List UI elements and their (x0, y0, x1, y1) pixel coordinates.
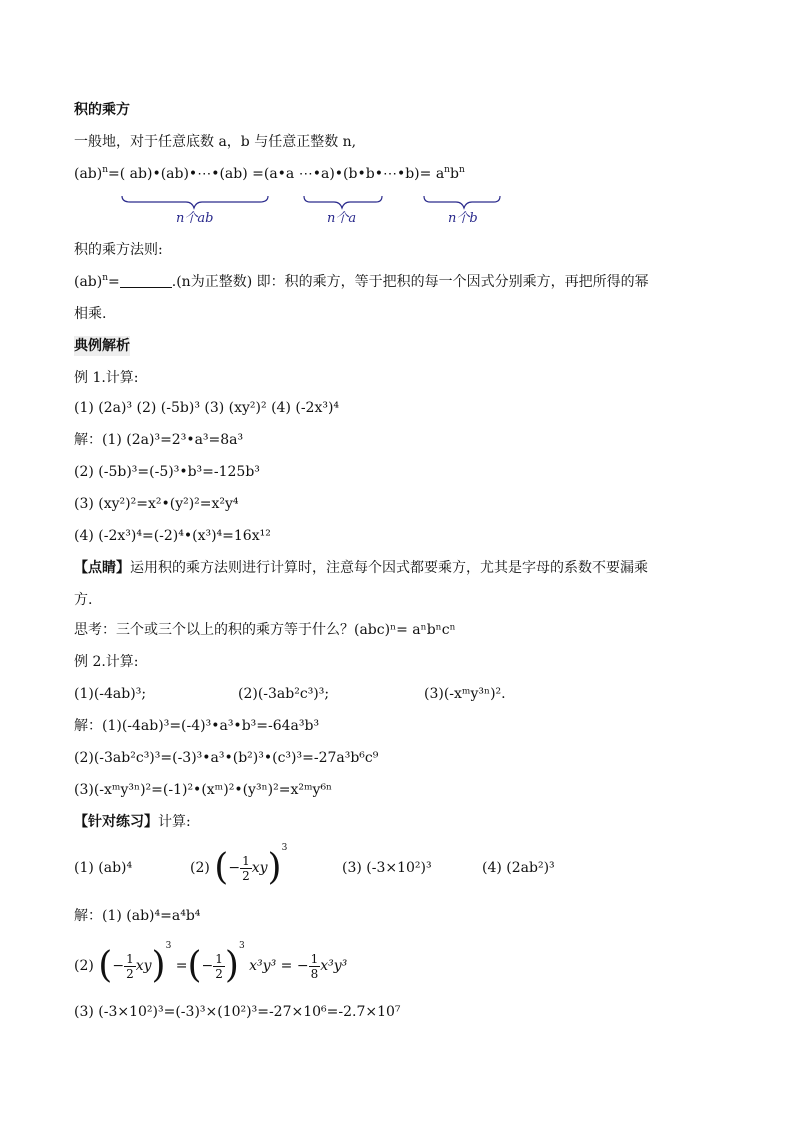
rule-title: 积的乘方法则: (74, 242, 163, 258)
practice-item-1: (1) (ab)⁴ (74, 860, 133, 876)
example-1-solution-3: (3) (xy²)²=x²•(y²)²=x²y⁴ (74, 496, 239, 512)
practice-label: 【针对练习】计算: (74, 814, 191, 830)
tip-line: 【点睛】运用积的乘方法则进行计算时，注意每个因式都要乘方，尤其是字母的系数不要漏乘 (74, 560, 648, 576)
example-1-solution-1: 解：(1) (2a)³=2³•a³=8a³ (74, 432, 244, 448)
think-line: 思考：三个或三个以上的积的乘方等于什么？(abc)ⁿ= aⁿbⁿcⁿ (74, 622, 456, 638)
example-section-title: 典例解析 (74, 338, 130, 354)
tip-line-2: 方. (74, 592, 93, 608)
brace-label-1: n个ab (176, 211, 214, 226)
practice-solution-3: (3) (-3×10²)³=(-3)³×(10²)³=-27×10⁶=-2.7×10⁷ (74, 1004, 401, 1020)
example-2-solution-2: (2)(-3ab²c³)³=(-3)³•a³•(b²)³•(c³)³=-27a³b⁶c⁹ (74, 750, 379, 766)
fraction: $\frac{1}{2}$ (242, 853, 250, 883)
practice-solution-2: (2) (− $\frac{1}{2}$ xy)$^3$ =(− $\frac{1}{2}$ )$^3$ x³y³ = − $\frac{1}{8}$ x³y³ (74, 941, 348, 986)
example-1-items: (1) (2a)³ (2) (-5b)³ (3) (xy²)² (4) (-2x³)⁴ (74, 400, 340, 416)
practice-item-4: (4) (2ab²)³ (482, 860, 555, 876)
practice-item-3: (3) (-3×10²)³ (342, 860, 432, 876)
example-1-label: 例 1.计算: (74, 370, 139, 386)
brace-label-3: n个b (448, 211, 478, 226)
intro-text: 一般地，对于任意底数 a，b 与任意正整数 n, (74, 134, 357, 150)
practice-solution-1: 解：(1) (ab)⁴=a⁴b⁴ (74, 908, 201, 924)
example-2-item-1: (1)(-4ab)³; (74, 686, 147, 702)
example-1-solution-2: (2) (-5b)³=(-5)³•b³=-125b³ (74, 464, 260, 480)
example-2-item-3: (3)(-xᵐy³ⁿ)². (424, 686, 506, 702)
example-2-solution-3: (3)(-xᵐy³ⁿ)²=(-1)²•(xᵐ)²•(y³ⁿ)²=x²ᵐy⁶ⁿ (74, 782, 333, 798)
fill-blank[interactable] (120, 273, 172, 288)
rule-line: (ab)$^n$= .(n为正整数) 即：积的乘方，等于把积的每一个因式分别乘方，再把所得的幂 (74, 273, 649, 290)
example-2-solution-1: 解：(1)(-4ab)³=(-4)³•a³•b³=-64a³b³ (74, 718, 320, 734)
formula-line: (ab)$^n$=( ab)•(ab)•⋯•(ab) =(a•a ⋯•a)•(b•b•⋯•b)= $a^nb^n$ (74, 165, 465, 182)
brace-label-2: n个a (327, 211, 357, 226)
example-1-solution-4: (4) (-2x³)⁴=(-2)⁴•(x³)⁴=16x¹² (74, 528, 271, 544)
section-title: 积的乘方 (74, 102, 130, 118)
practice-item-2: (2) (− $\frac{1}{2}$ xy)$^3$ (190, 843, 288, 888)
example-2-item-2: (2)(-3ab²c³)³; (238, 686, 330, 702)
rule-line-2: 相乘. (74, 306, 107, 322)
example-2-label: 例 2.计算: (74, 654, 139, 670)
